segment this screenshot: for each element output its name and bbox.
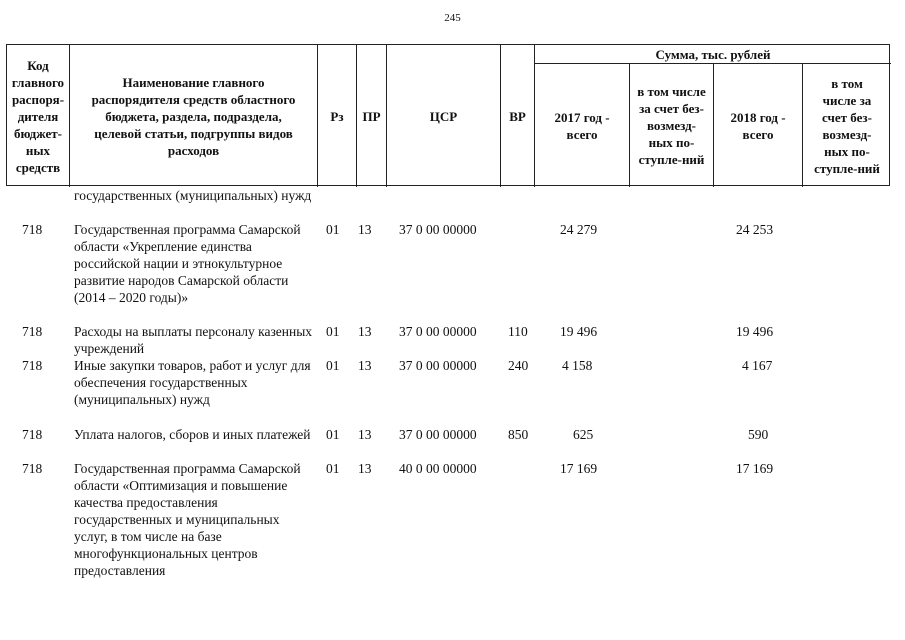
header-name: Наименование главного распорядителя средств областного бюджета, раздела, подраздела, целевой статьи, подгруппы видов расходов — [91, 74, 296, 158]
header-csr: ЦСР — [429, 108, 458, 124]
row-2018: 590 — [748, 427, 769, 442]
row-csr: 37 0 00 00000 — [399, 358, 477, 373]
row-2018: 17 169 — [736, 461, 774, 476]
header-vr: ВР — [509, 108, 526, 124]
row-csr: 37 0 00 00000 — [399, 222, 477, 237]
row-rz: 01 — [326, 358, 340, 373]
header-2018-total: 2018 год - всего — [730, 109, 786, 142]
row-2018: 19 496 — [736, 324, 774, 339]
row-vr: 240 — [508, 358, 529, 373]
row-pr: 13 — [358, 461, 372, 476]
row-2017: 19 496 — [560, 324, 598, 339]
row-name: Уплата налогов, сборов и иных платежей — [74, 427, 311, 442]
row-pr: 13 — [358, 427, 372, 442]
row-name: Государственная программа Самарской области «Оптимизация и повышение качества предоставления государственных и муниципальных услуг, в том числе на базе многофункциональных центров предоставления — [74, 461, 301, 578]
row-vr: 110 — [508, 324, 528, 339]
row-csr: 37 0 00 00000 — [399, 427, 477, 442]
row-code: 718 — [22, 461, 43, 476]
row-name: Иные закупки товаров, работ и услуг для обеспечения государственных (муниципальных) нужд — [74, 358, 311, 407]
row-csr: 40 0 00 00000 — [399, 461, 477, 476]
row-2018: 4 167 — [742, 358, 773, 373]
row-vr: 850 — [508, 427, 529, 442]
row-2017: 4 158 — [562, 358, 593, 373]
row-rz: 01 — [326, 461, 340, 476]
row-code: 718 — [22, 324, 43, 339]
row-2017: 24 279 — [560, 222, 598, 237]
row-name: Государственная программа Самарской области «Укрепление единства российской нации и этнокультурное развитие народов Самарской области (2014 – 2020 годы)» — [74, 222, 301, 305]
row-rz: 01 — [326, 427, 340, 442]
page-number: 245 — [444, 12, 461, 24]
row-pr: 13 — [358, 324, 372, 339]
header-code: Код главного распоря-дителя бюджет-ных средств — [11, 57, 65, 175]
header-2017-gratuitous: в том числе за счет без-возмезд-ных по-ступле-ний — [637, 84, 706, 167]
header-rz: Рз — [330, 108, 344, 124]
row-rz: 01 — [326, 222, 340, 237]
row-2017: 625 — [573, 427, 594, 442]
header-2018-gratuitous: в том числе за счет без-возмезд-ных по-ступле-ний — [814, 75, 880, 176]
row-rz: 01 — [326, 324, 340, 339]
row-name: Расходы на выплаты персоналу казенных учреждений — [74, 324, 313, 356]
row-pr: 13 — [358, 222, 372, 237]
row-code: 718 — [22, 222, 43, 237]
row-pr: 13 — [358, 358, 372, 373]
row-csr: 37 0 00 00000 — [399, 324, 477, 339]
header-pr: ПР — [362, 108, 381, 124]
continuation-text: государственных (муниципальных) нужд — [74, 188, 312, 203]
header-sum: Сумма, тыс. рублей — [655, 46, 771, 62]
row-2017: 17 169 — [560, 461, 598, 476]
row-2018: 24 253 — [736, 222, 774, 237]
header-2017-total: 2017 год - всего — [554, 109, 610, 142]
row-code: 718 — [22, 358, 43, 373]
row-code: 718 — [22, 427, 43, 442]
table-header — [6, 44, 890, 186]
